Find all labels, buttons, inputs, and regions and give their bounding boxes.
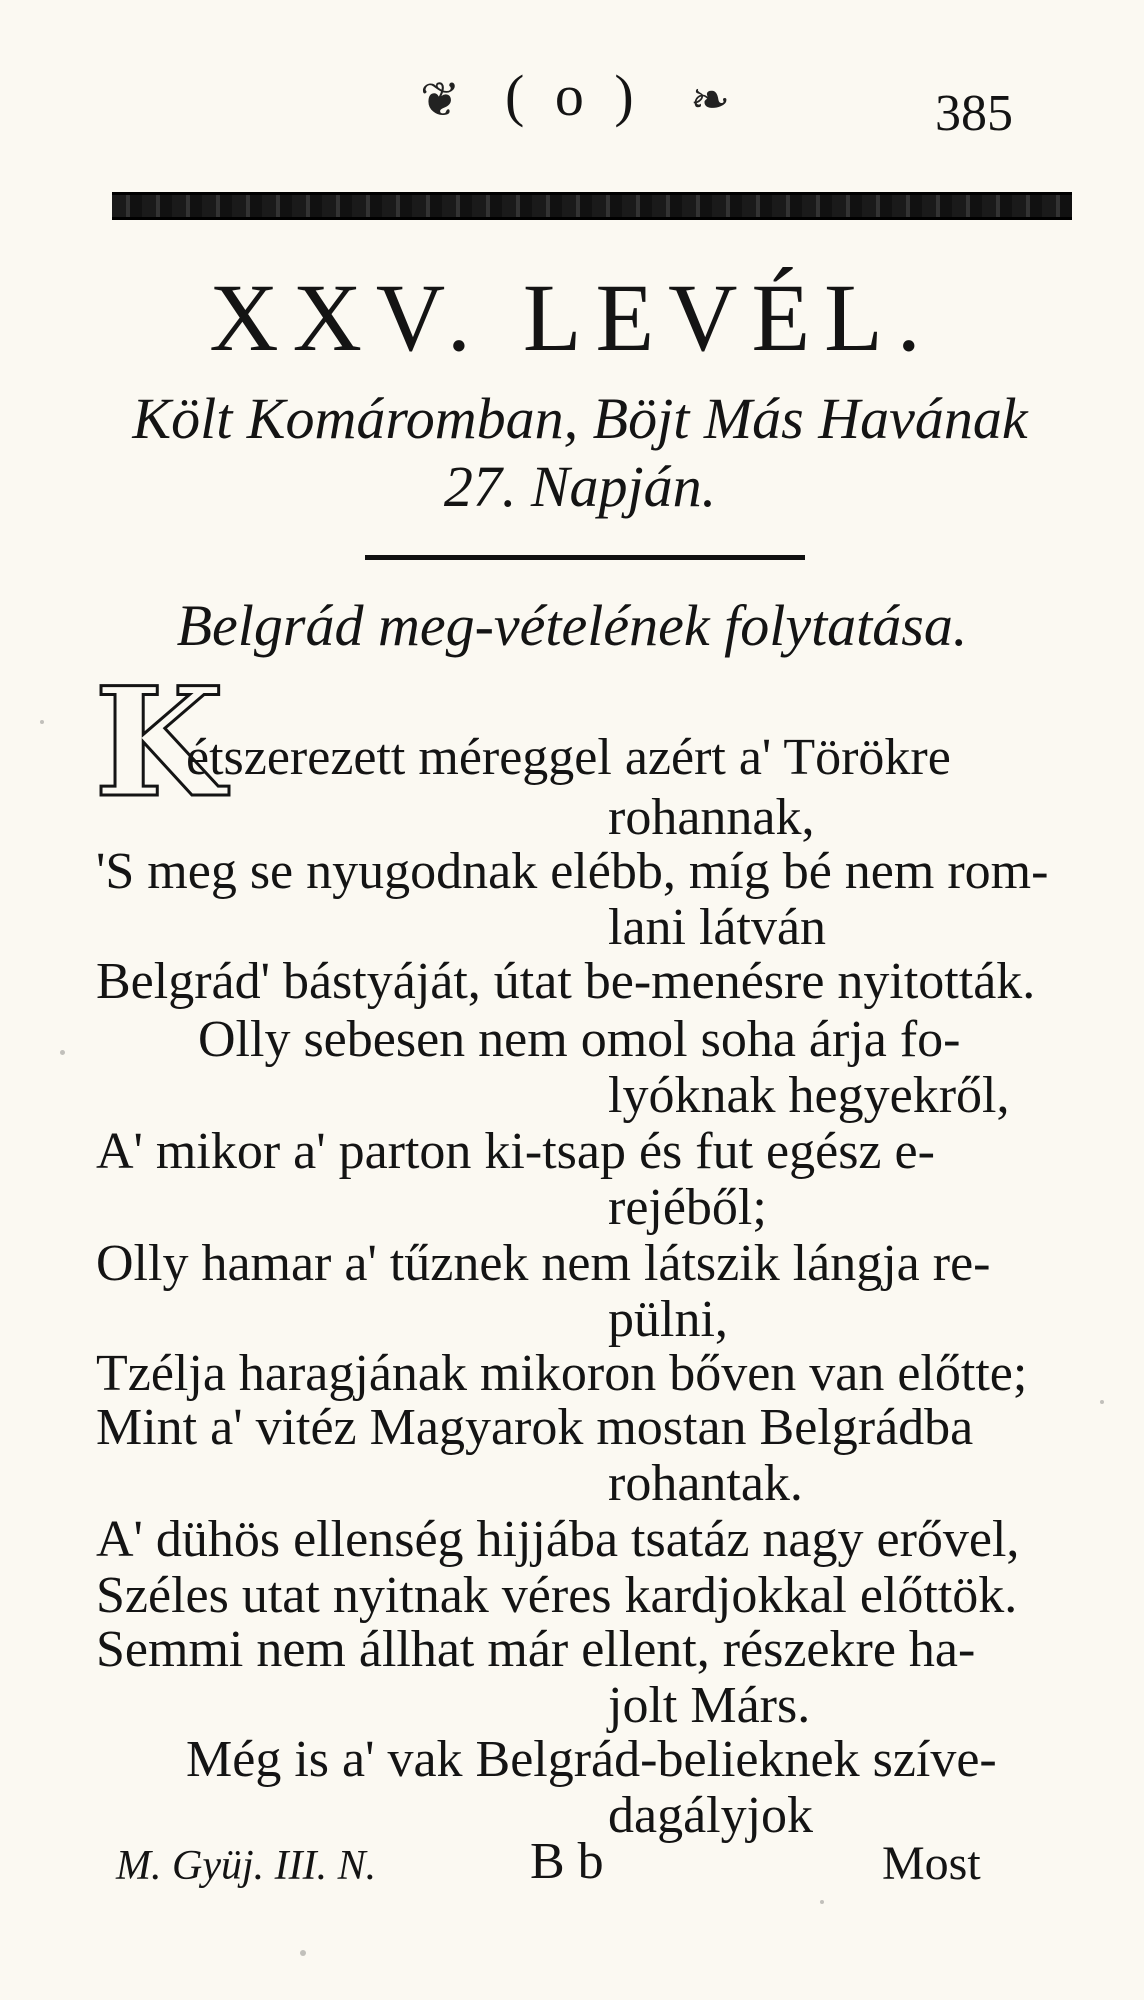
text-line: Még is a' vak Belgrád-belieknek szíve- — [186, 1731, 997, 1788]
text-line: A' dühös ellenség hijjába tsatáz nagy erővel, — [96, 1511, 1020, 1568]
dateline-line-1: Költ Komáromban, Böjt Más Havának — [132, 386, 1028, 451]
text-line: Tzélja haragjának mikoron bőven van előtte; — [96, 1345, 1028, 1402]
gathering-signature: B b — [530, 1833, 604, 1890]
text-line: Belgrád' bástyáját, útat be-menésre nyitották. — [96, 953, 1036, 1010]
text-line: rohannak, — [608, 789, 815, 846]
text-line: rohantak. — [608, 1455, 803, 1512]
text-line: dagályjok — [608, 1787, 814, 1844]
paper-speck — [300, 1950, 306, 1956]
header-rule — [112, 192, 1072, 220]
paper-speck — [1100, 1400, 1104, 1404]
dateline-line-2: 27. Napján. — [443, 454, 717, 519]
page-number: 385 — [935, 85, 1013, 142]
text-line: rejéből; — [608, 1179, 767, 1236]
flourish-right-icon: ❧ — [690, 72, 731, 128]
page-footer — [0, 1832, 1144, 1902]
page-header — [0, 62, 1144, 142]
chapter-title: XXV. LEVÉL. — [209, 264, 935, 371]
paper-speck — [40, 720, 44, 724]
paper-speck — [60, 1050, 65, 1055]
text-line: jolt Márs. — [608, 1677, 811, 1734]
text-line: Semmi nem állhat már ellent, részekre ha- — [96, 1621, 976, 1678]
text-line: Olly hamar a' tűznek nem látszik lángja re- — [96, 1235, 991, 1292]
header-mark: ( o ) — [505, 63, 642, 128]
drop-cap: K — [94, 655, 225, 831]
text-line: Széles utat nyitnak véres kardjokkal előttök. — [96, 1567, 1018, 1624]
dateline — [90, 385, 1070, 521]
text-line: étszerezett méreggel azért a' Törökre — [186, 729, 951, 786]
section-subtitle: Belgrád meg-vételének folytatása. — [176, 593, 968, 658]
flourish-left-icon: ❦ — [420, 72, 461, 128]
text-line: Olly sebesen nem omol soha árja fo- — [198, 1011, 961, 1068]
signature-mark: M. Gyüj. III. N. — [116, 1843, 377, 1889]
section-rule — [365, 555, 805, 560]
text-line: lani látván — [608, 899, 827, 956]
catchword: Most — [882, 1837, 981, 1890]
text-line: 'S meg se nyugodnak elébb, míg bé nem rom- — [96, 843, 1049, 900]
text-line: lyóknak hegyekről, — [608, 1067, 1010, 1124]
text-line: pülni, — [608, 1291, 728, 1348]
text-line: A' mikor a' parton ki-tsap és fut egész e- — [96, 1123, 935, 1180]
text-line: Mint a' vitéz Magyarok mostan Belgrádba — [96, 1399, 974, 1456]
